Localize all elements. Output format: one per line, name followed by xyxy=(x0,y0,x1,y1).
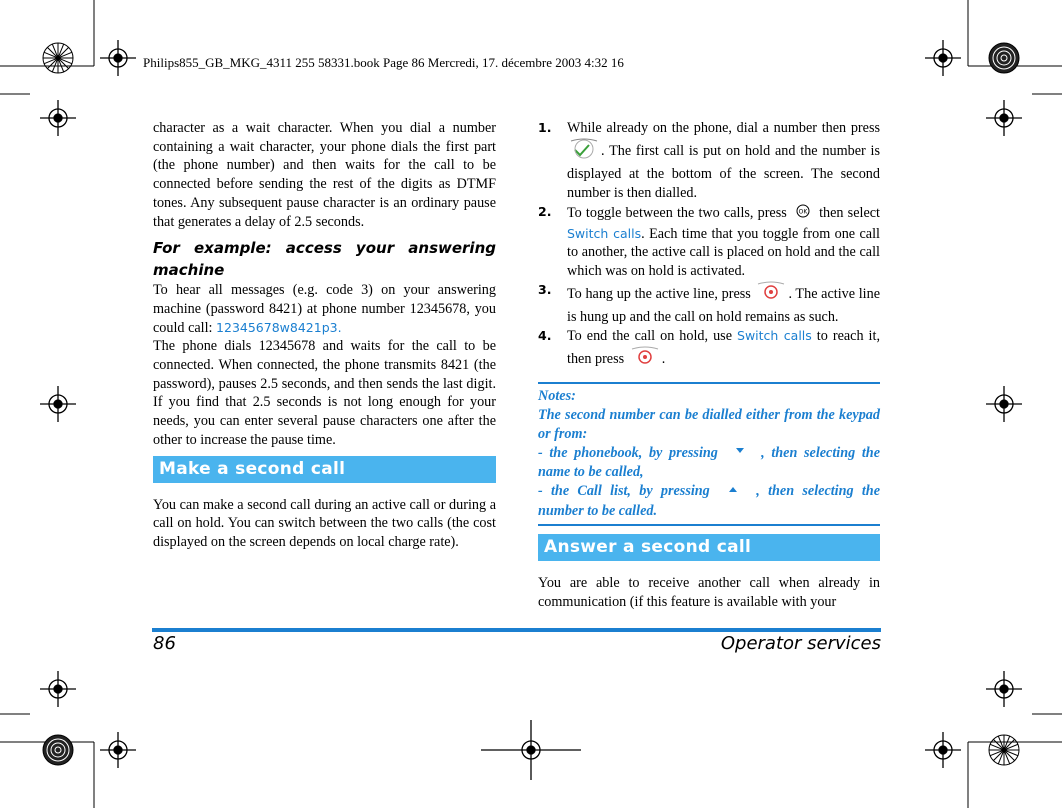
example-dial-code: 12345678w8421p3. xyxy=(216,319,342,335)
switch-calls-option: Switch calls xyxy=(567,225,642,241)
up-arrow-icon xyxy=(718,482,748,502)
svg-text:OK: OK xyxy=(798,208,808,216)
step-number: 4. xyxy=(538,328,552,344)
footer-rule xyxy=(152,628,881,632)
intro-paragraph: character as a wait character. When you dial a number containing a wait character, your phone dials the first part (the phone number) and then waits for the call to be connected before sending the rest of the digits as DTMF tones. Any subsequent pause character is an ordinary pause that generates a delay of 2.5 seconds. xyxy=(153,120,496,230)
notes-box xyxy=(538,382,880,526)
step-number: 1. xyxy=(538,120,552,135)
notes-line-2: - the phonebook, by pressing , then selecting the name to be called, xyxy=(538,444,880,481)
section-title-make-second-call: Make a second call xyxy=(153,456,496,483)
notes-line-1: The second number can be dialled either from the keypad or from: xyxy=(538,407,880,442)
step-4: 4. To end the call on hold, use Switch calls to reach it, then press . xyxy=(538,327,880,373)
step-3: 3. To hang up the active line, press . The active line is hung up and the call on hold remains as such. xyxy=(538,281,880,326)
notes-line-3: - the Call list, by pressing , then selecting the number to be called. xyxy=(538,483,880,519)
page-number: 86 xyxy=(153,633,176,654)
hangup-key-icon xyxy=(754,281,788,309)
down-arrow-icon xyxy=(725,444,755,464)
print-header: Philips855_GB_MKG_4311 255 58331.book Page 86 Mercredi, 17. décembre 2003 4:32 16 xyxy=(143,55,624,70)
left-column xyxy=(153,119,496,552)
example-heading: For example: access your answering machine xyxy=(153,239,496,280)
step-1: 1. While already on the phone, dial a number then press . The first call is put on hold and the number is displayed at the bottom of the screen. The second number is then dialled. xyxy=(538,120,880,202)
make-second-call-text: You can make a second call during an active call or during a call on hold. You can switch between the two calls (the cost displayed on the screen depends on local charge rate). xyxy=(153,496,496,550)
step-2: 2. To toggle between the two calls, press OK then select Switch calls. Each time that you toggle from one call to another, the active call is placed on hold and the call which was on hold is activated. xyxy=(538,203,880,279)
chapter-title: Operator services xyxy=(720,633,881,654)
example-paragraph: To hear all messages (e.g. code 3) on your answering machine (password 8421) at phone number 12345678, you could call: 12345678w8421p3. xyxy=(153,282,496,336)
ok-key-icon xyxy=(791,203,815,225)
hangup-key-icon xyxy=(628,346,662,374)
notes-title: Notes: xyxy=(538,388,576,405)
call-key-icon xyxy=(567,138,601,166)
switch-calls-option: Switch calls xyxy=(737,328,812,344)
section-title-answer-second-call: Answer a second call xyxy=(538,534,880,561)
answer-second-call-text: You are able to receive another call when already in communication (if this feature is available with your xyxy=(538,575,880,611)
example-explanation: The phone dials 12345678 and waits for the call to be connected. When connected, the phone transmits 8421 (the password), pauses 2.5 seconds, and then sends the last digit. If you find that 2.5 seconds is not long enough for your needs, you can enter several pause characters one after the other to increase the pause time. xyxy=(153,338,496,448)
right-column xyxy=(538,119,880,612)
step-number: 2. xyxy=(538,203,552,219)
step-number: 3. xyxy=(538,281,552,297)
